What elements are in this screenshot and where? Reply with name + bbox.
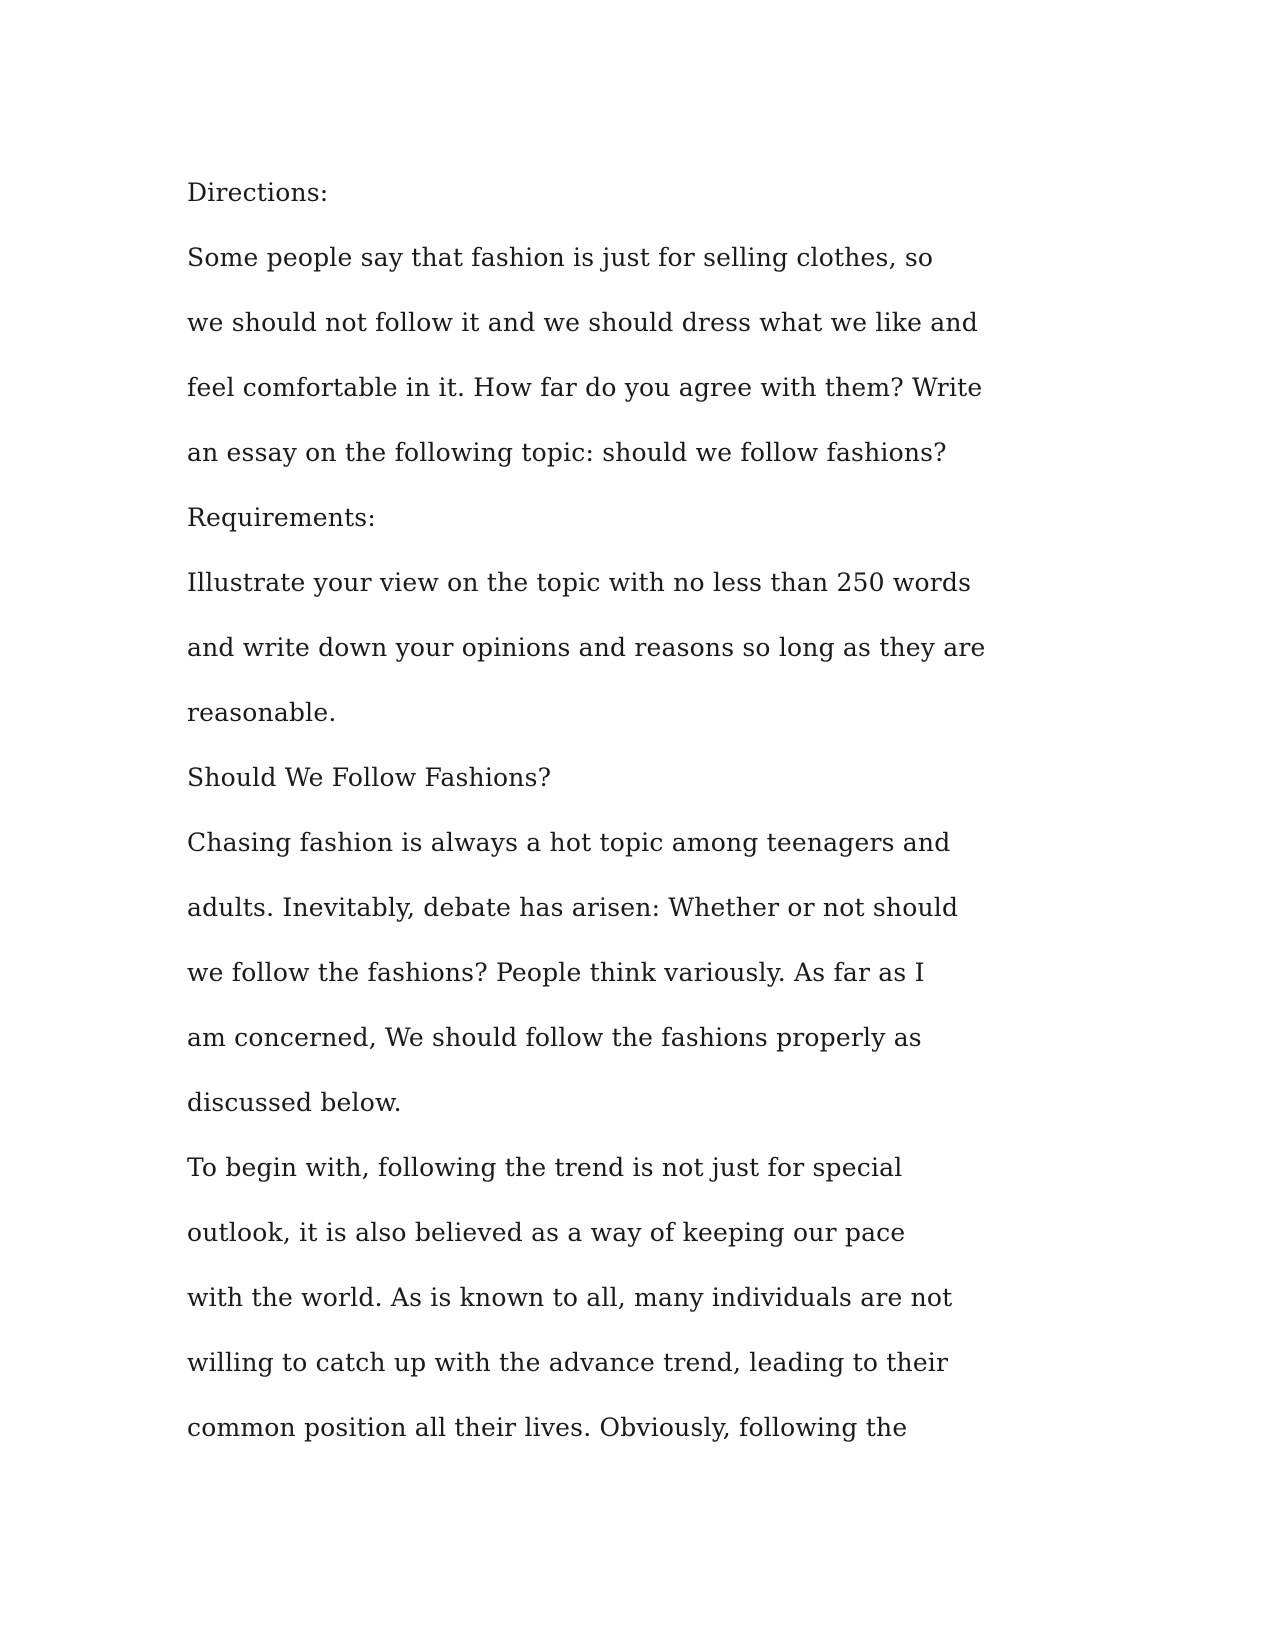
essay-paragraph-line: we follow the fashions? People think variously. As far as I bbox=[187, 958, 925, 987]
directions-text-line: Some people say that fashion is just for selling clothes, so bbox=[187, 243, 934, 272]
essay-paragraph-line: outlook, it is also believed as a way of keeping our pace bbox=[187, 1218, 906, 1247]
essay-paragraph-line: with the world. As is known to all, many individuals are not bbox=[187, 1283, 953, 1312]
essay-paragraph-line: adults. Inevitably, debate has arisen: Whether or not should bbox=[187, 893, 959, 922]
essay-paragraph-line: discussed below. bbox=[187, 1088, 402, 1117]
essay-paragraph-line: Chasing fashion is always a hot topic among teenagers and bbox=[187, 828, 951, 857]
requirements-heading: Requirements: bbox=[187, 503, 376, 532]
essay-paragraph-line: common position all their lives. Obviously, following the bbox=[187, 1413, 908, 1442]
essay-paragraph-line: To begin with, following the trend is not just for special bbox=[187, 1153, 903, 1182]
essay-paragraph-line: am concerned, We should follow the fashions properly as bbox=[187, 1023, 922, 1052]
requirements-text-line: Illustrate your view on the topic with no less than 250 words bbox=[187, 568, 972, 597]
directions-text-line: an essay on the following topic: should we follow fashions? bbox=[187, 438, 947, 467]
directions-text-line: feel comfortable in it. How far do you agree with them? Write bbox=[187, 373, 983, 402]
requirements-text-line: and write down your opinions and reasons so long as they are bbox=[187, 633, 986, 662]
essay-paragraph-line: willing to catch up with the advance trend, leading to their bbox=[187, 1348, 949, 1377]
requirements-text-line: reasonable. bbox=[187, 698, 337, 727]
directions-text-line: we should not follow it and we should dress what we like and bbox=[187, 308, 978, 337]
directions-heading: Directions: bbox=[187, 178, 329, 207]
essay-title: Should We Follow Fashions? bbox=[187, 763, 552, 792]
document-body bbox=[187, 160, 1087, 1460]
